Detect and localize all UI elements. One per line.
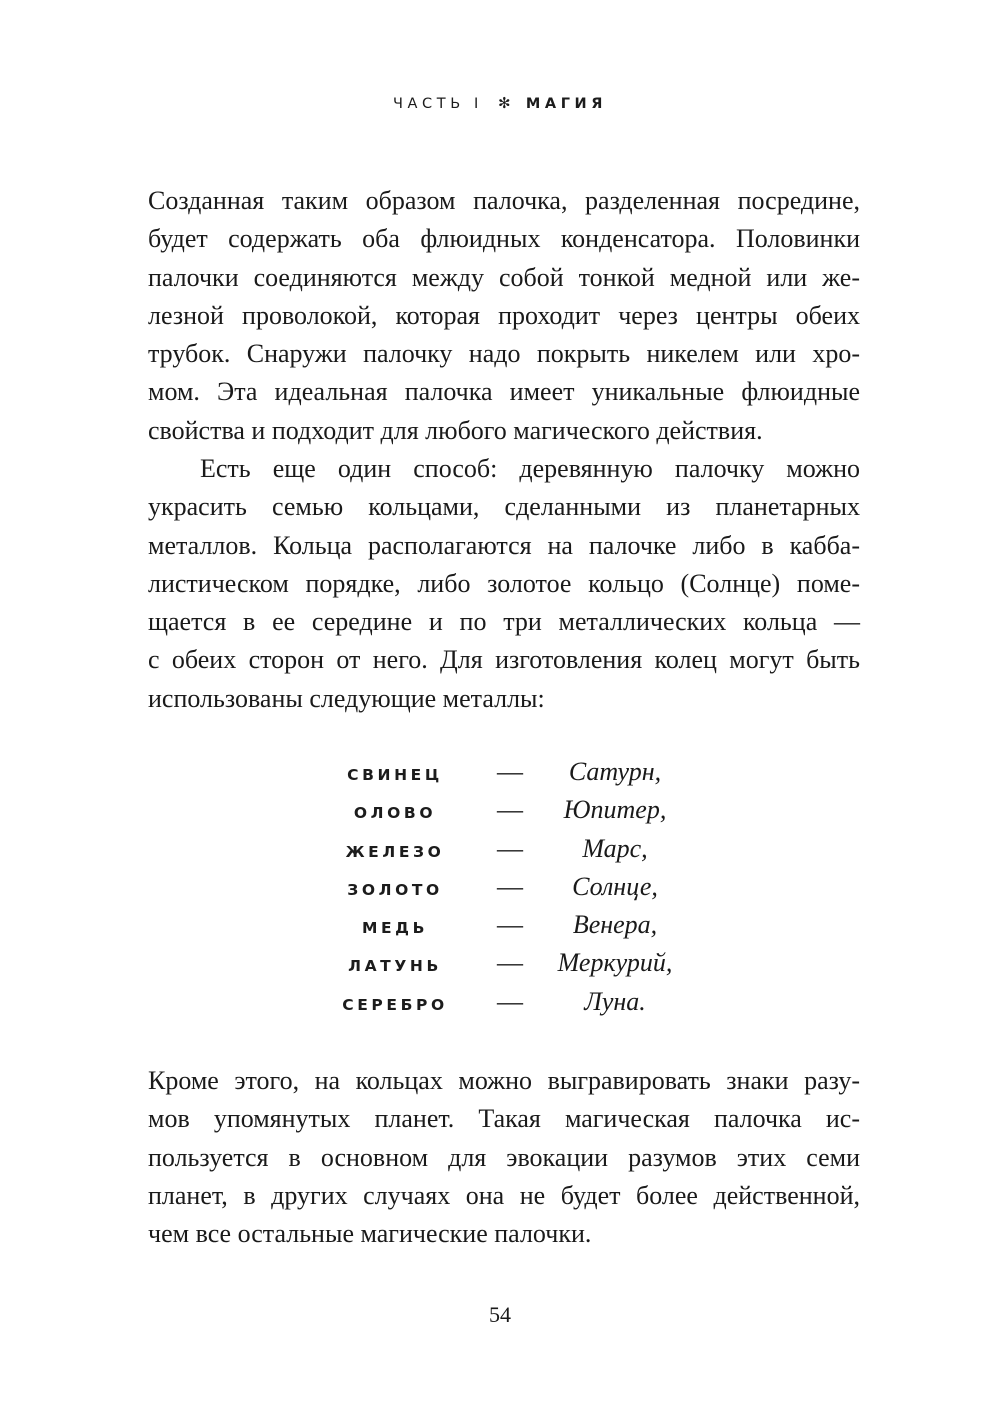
metal-planet: Меркурий,: [557, 948, 673, 978]
metal-dash: —: [497, 948, 523, 978]
text-line: металлов. Кольца располагаются на палочке либо в кабба-: [148, 530, 860, 560]
metal-dash: —: [497, 757, 523, 786]
metal-row: [330, 985, 710, 1023]
metal-name: ЛАТУНЬ: [348, 957, 442, 976]
text-line: пользуется в основном для эвокации разумов этих семи: [148, 1142, 860, 1172]
metal-planet: Марс,: [582, 833, 648, 863]
metal-row: [330, 832, 710, 870]
paragraph-3: [148, 1062, 860, 1253]
header-section-title: МАГИЯ: [525, 96, 608, 112]
text-line: Есть еще один способ: деревянную палочку можно: [200, 454, 860, 483]
metal-row: [330, 755, 710, 793]
text-line: мом. Эта идеальная палочка имеет уникальные флюидные: [148, 377, 860, 407]
metal-dash: —: [497, 795, 523, 825]
page-number: 54: [489, 1302, 511, 1327]
metal-row: [330, 946, 710, 984]
metal-row: [330, 793, 710, 831]
metal-planet: Юпитер,: [563, 795, 667, 825]
text-line: палочки соединяются между собой тонкой медной или же-: [148, 262, 860, 292]
text-line: мов упомянутых планет. Такая магическая палочка ис-: [148, 1104, 860, 1134]
text-line: планет, в других случаях она не будет более действенной,: [148, 1180, 860, 1210]
metal-row: [330, 908, 710, 946]
paragraph-2: [148, 450, 860, 718]
metal-name: ЖЕЛЕЗО: [345, 842, 445, 861]
text-line: листическом порядке, либо золотое кольцо (Солнце) поме-: [148, 568, 860, 598]
metal-dash: —: [497, 871, 523, 901]
header-part: ЧАСТЬ I: [392, 96, 483, 112]
metal-name: ЗОЛОТО: [347, 880, 443, 899]
text-line: трубок. Снаружи палочку надо покрыть никелем или хро-: [148, 339, 860, 369]
metal-name: СВИНЕЦ: [347, 766, 443, 784]
running-header: [0, 94, 1000, 112]
text-line: чем все остальные магические палочки.: [148, 1219, 592, 1249]
metals-planets-table: [330, 755, 710, 1023]
text-line: Созданная таким образом палочка, разделенная посредине,: [148, 186, 860, 215]
text-line: свойства и подходит для любого магического действия.: [148, 415, 763, 445]
metal-planet: Венера,: [572, 910, 658, 940]
metal-dash: —: [497, 910, 523, 940]
text-line: с обеих сторон от него. Для изготовления колец могут быть: [148, 645, 860, 675]
metal-name: СЕРЕБРО: [342, 995, 448, 1014]
metal-name: МЕДЬ: [361, 919, 429, 938]
metal-row: [330, 870, 710, 908]
metal-name: ОЛОВО: [353, 804, 437, 823]
text-line: Кроме этого, на кольцах можно выгравировать знаки разу-: [148, 1066, 860, 1095]
text-line: украсить семью кольцами, сделанными из планетарных: [148, 492, 860, 522]
metal-dash: —: [497, 833, 523, 863]
text-line: использованы следующие металлы:: [148, 683, 545, 713]
text-line: щается в ее середине и по три металлических кольца —: [148, 607, 860, 637]
metal-dash: —: [497, 986, 523, 1016]
text-line: будет содержать оба флюидных конденсатора. Половинки: [148, 224, 860, 254]
paragraph-1: [148, 182, 860, 450]
text-line: лезной проволокой, которая проходит через центры обеих: [148, 300, 860, 330]
metal-planet: Сатурн,: [568, 757, 662, 786]
metal-planet: Солнце,: [572, 871, 658, 901]
header-separator-icon: ✻: [498, 94, 511, 112]
metal-planet: Луна.: [584, 986, 646, 1016]
